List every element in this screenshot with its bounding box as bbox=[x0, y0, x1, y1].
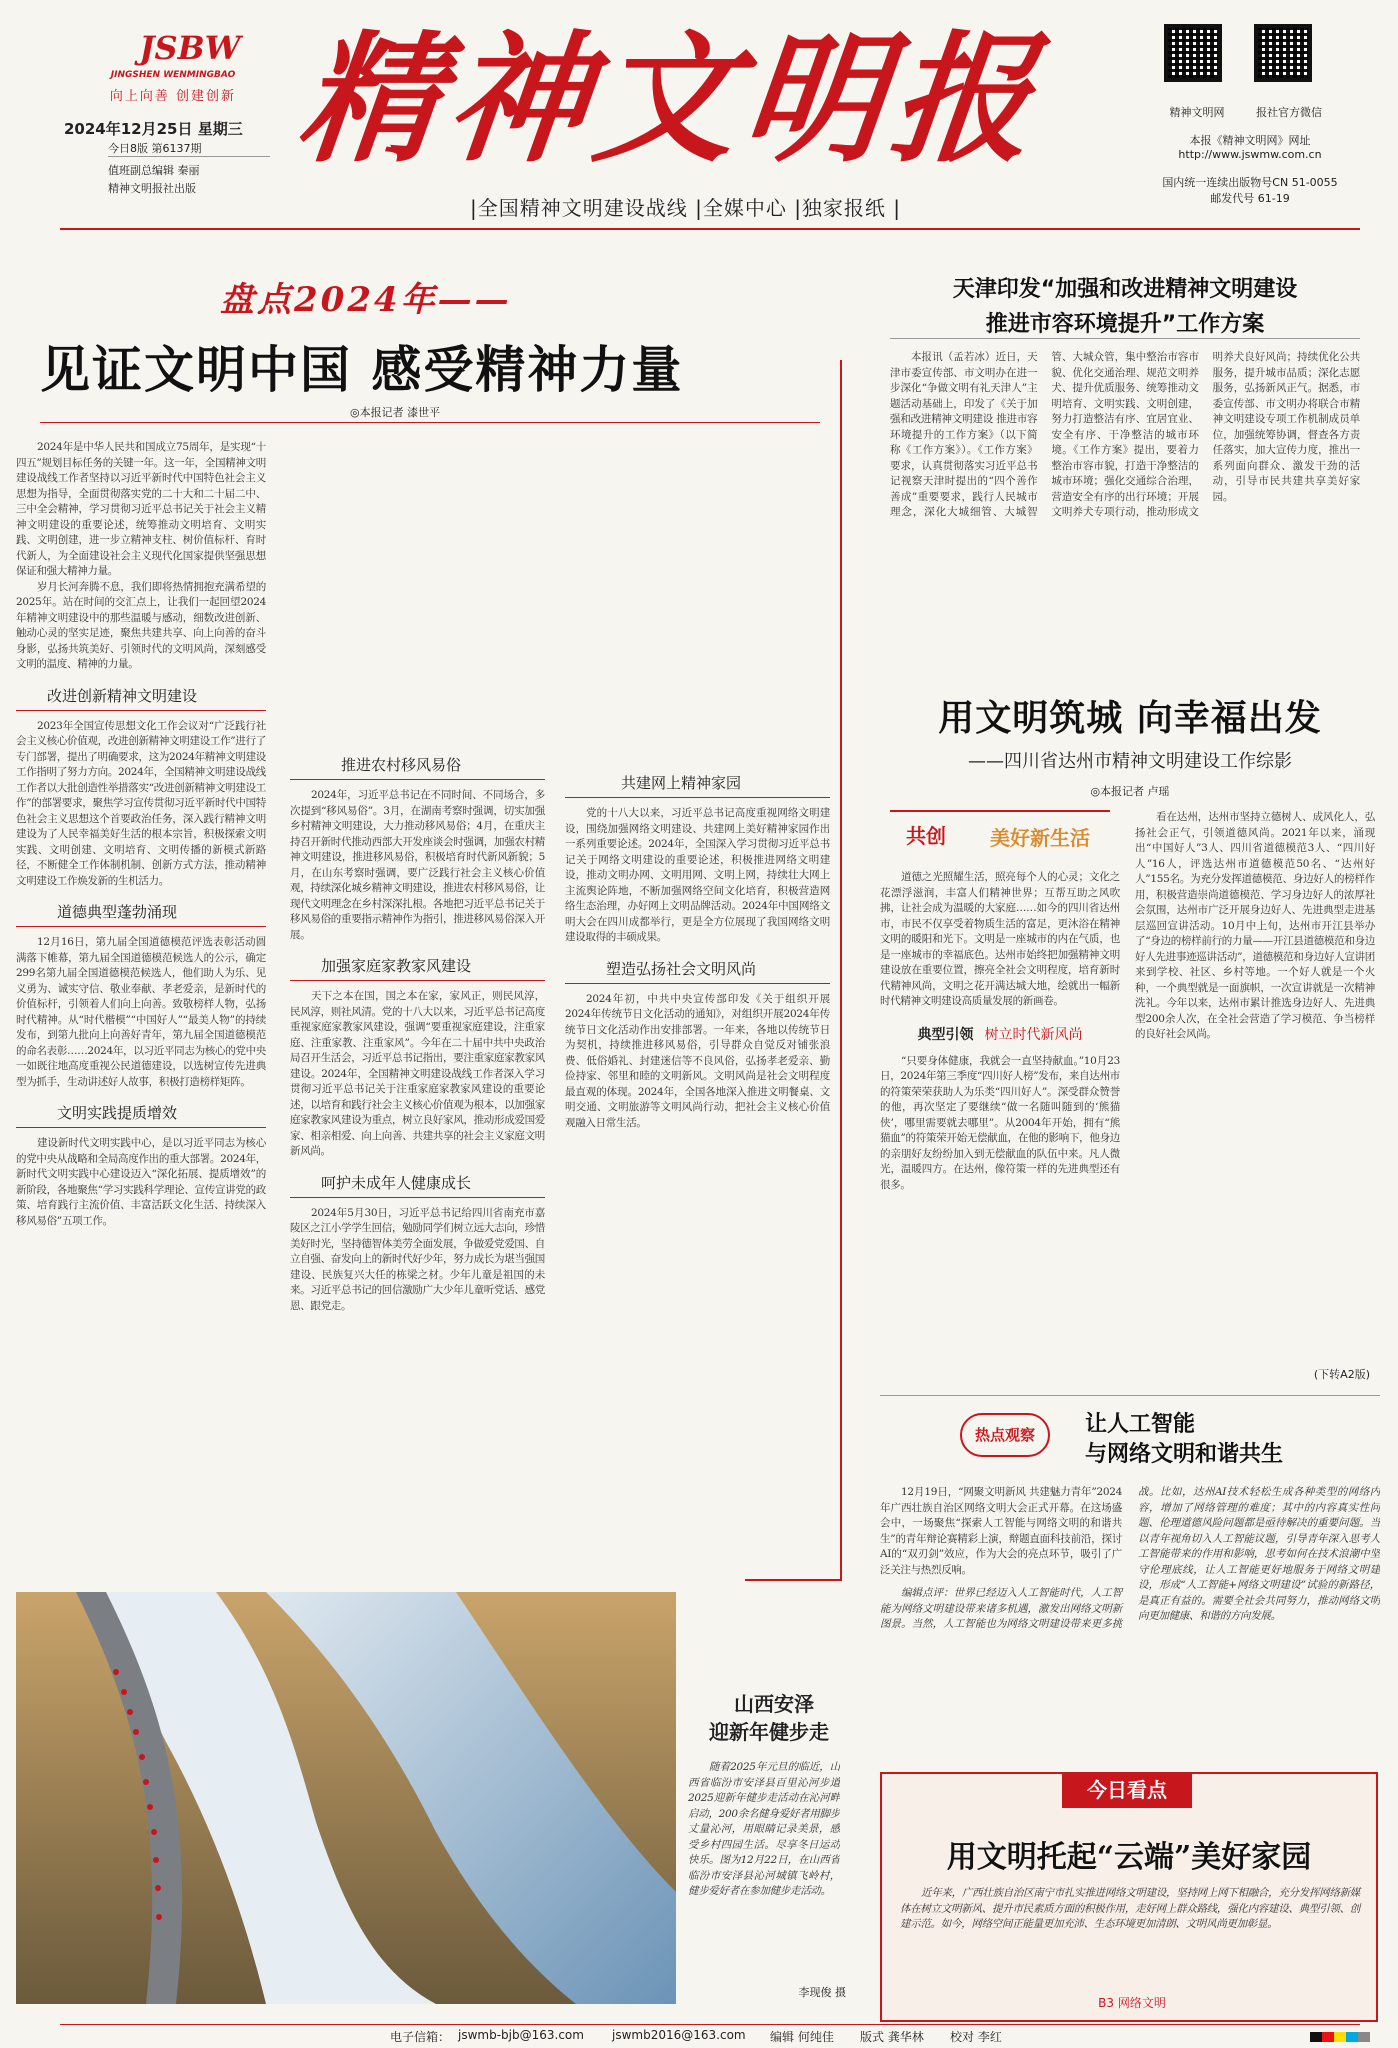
dazhou-quote-head: 典型引领 bbox=[917, 1026, 974, 1043]
section-text-innovation: 2023年全国宣传思想文化工作会议对“广泛践行社会主义核心价值观，改进创新精神文明建设工作”进行了专门部署，提出了明确要求，这为2024年精神文明建设工作指明了努力方向。2024年，全国精神文明建设战线工作者以大批创造性举措落实“改进创新精神文明建设工作”的部署要求，聚焦学习宣传贯彻习近平新时代中国特色社会主义思想这个首要政治任务，深入践行精神文明建设为了人民幸福美好生活的根本宗旨，积极探索文明实践、文明创建、文明培育、文明传播的新模式新路径，不断健全工作体制机制、创新方式方法，推动精神文明建设工作焕发新的生机活力。 bbox=[16, 719, 266, 887]
section-text-family: 天下之本在国，国之本在家，家风正，则民风淳，民风淳，则社风清。党的十八大以来，习近平总书记高度重视家庭家教家风建设，强调“要重视家庭建设，注重家庭、注重家教、注重家风”。今年在二十届中共中央政治局召开生活会，习近平总书记指出，要注重家庭家教家风建设。2024年，全国精神文明建设战线工作者深入学习贯彻习近平总书记关于注重家庭家教家风建设的重要论述，以培育和践行社会主义核心价值观为根本，以加强家庭家教家风建设为重点，树立良好家风，推动形成爱国爱家、相亲相爱、向上向善、共建共享的社会主义家庭文明新风尚。 bbox=[290, 990, 545, 1157]
lead-headline: 见证文明中国 感受精神力量 bbox=[40, 341, 684, 399]
lead-kicker: 盘点2024年—— bbox=[220, 280, 512, 320]
lead-column-1 bbox=[16, 440, 266, 1570]
logo-pinyin: JINGSHEN WENMINGBAO bbox=[110, 70, 236, 80]
today-badge bbox=[1062, 1772, 1192, 1808]
dazhou-badge bbox=[890, 810, 1110, 858]
dazhou-text-1: 道德之光照耀生活，照亮每个人的心灵；文化之花漂浮滋润，丰富人们精神世界；互帮互助之风吹拂，让社会成为温暖的大家庭……如今的四川省达州市，市民不仅享受着物质生活的富足，更沐浴在精神文明的暖阳和光下。文明是一座城市的内在气质，也是一座城市的幸福底色。达州市始终把加强精神文明建设放在重要位置，擦亮全社会文明程度，培育新时代精神风尚，文明之花开满达城大地，绘就出一幅新时代精神文明建设高质量发展的新画卷。 bbox=[880, 871, 1120, 1007]
dazhou-col-1 bbox=[880, 870, 1120, 1370]
footer bbox=[0, 2028, 1398, 2046]
qr-website-icon bbox=[1164, 24, 1222, 82]
photo-story bbox=[16, 1592, 846, 2004]
lead-intro: 2024年是中华人民共和国成立75周年，是实现“十四五”规划目标任务的关键一年。这一年，全国精神文明建设战线工作者坚持以习近平新时代中国特色社会主义思想为指导，全面贯彻落实党的二十大和二十届二中、三中全会精神，学习贯彻习近平总书记关于社会主义精神文明建设的重要论述，统筹推动文明培育、文明实践、文明创建，进一步立精神支柱、树价值标杆、育时代新人，为全面建设社会主义现代化国家提供坚强思想保证和强大精神力量。 bbox=[16, 441, 266, 577]
ai-headline-2: 与网络文明和谐共生 bbox=[1085, 1442, 1284, 1467]
ai-headline-1: 让人工智能 bbox=[1085, 1412, 1196, 1437]
footer-editor: 编辑 何纯佳 bbox=[770, 2030, 834, 2044]
duty-editor: 值班副总编辑 秦丽 bbox=[108, 164, 200, 177]
today-page-ref[interactable]: B3 网络文明 bbox=[1098, 1996, 1166, 2010]
ai-text-1: 12月19日，“网聚文明新风 共建魅力青年”2024年广西壮族自治区网络文明大会正式开幕。在这场盛会中，一场聚焦“探索人工智能与网络文明的和谐共生”的青年辩论赛精彩上演，辩题直面科技前沿，探讨AI的“双刃剑”效应，作为大会的亮点环节，吸引了广泛关注与热烈反响。 bbox=[880, 1486, 1122, 1576]
footer-layout: 版式 龚华林 bbox=[860, 2030, 924, 2044]
newspaper-title: 精神文明报 bbox=[291, 18, 1049, 182]
section-head-family: 加强家庭家教家风建设 bbox=[290, 953, 545, 981]
today-headline: 用文明托起“云端”美好家园 bbox=[946, 1840, 1312, 1875]
ai-body bbox=[880, 1485, 1380, 1760]
lead-column-2 bbox=[290, 440, 545, 1570]
lead-column-3 bbox=[565, 440, 830, 1570]
ai-badge-text: 热点观察 bbox=[974, 1426, 1035, 1444]
ai-editor-note: 编辑点评：世界已经迈入人工智能时代，人工智能为网络文明建设带来诸多机遇，激发出网络文明新图景。当然，人工智能也为网络文明建设带来更多挑战。比如，达州AI技术轻松生成各种类型的网络内容，增加了网络管理的难度；其中的内容真实性问题、伦理道德风险问题都是亟待解决的重要问题。当以青年视角切入人工智能议题，引导青年深入思考人工智能带来的作用和影响，思考如何在技术浪潮中坚守伦理底线，让人工智能更好地服务于网络文明建设，形成“人工智能+网络文明建设”试验的新路径，是真正有益的。需要全社会共同努力，推动网络文明向更加健康、和谐的方向发展。 bbox=[880, 1486, 1380, 1630]
dazhou-badge-2: 美好新生活 bbox=[990, 826, 1090, 850]
footer-email-1[interactable]: jswmb-bjb@163.com bbox=[458, 2028, 584, 2042]
issue-number: 今日8版 第6137期 bbox=[108, 142, 202, 155]
tagline: |全国精神文明建设战线 |全媒中心 |独家报纸 | bbox=[470, 196, 902, 220]
section-text-online: 党的十八大以来，习近平总书记高度重视网络文明建设，围绕加强网络文明建设、共建网上美好精神家园作出一系列重要论述。2024年，全国深入学习贯彻习近平总书记关于网络文明建设的重要论述，积极推进网络文明建设，推动文明办网、文明用网、文明上网，持续壮大网上主流舆论阵地，不断加强网络空间文化培育，积极营造网络生态治理，办好网上文明品牌活动。2024年中国网络文明大会在四川成都举行，更是全方位展现了我国网络文明建设取得的丰硕成果。 bbox=[565, 807, 830, 943]
ai-badge bbox=[960, 1413, 1050, 1457]
tianjin-article bbox=[880, 272, 1370, 672]
section-text-customs-trend: 2024年初，中共中央宣传部印发《关于组织开展2024年传统节日文化活动的通知》，对组织开展2024年传统节日文化活动作出安排部署。一年来，各地以传统节日为契机，持续推进移风易俗，引导群众自觉反对铺张浪费、低俗婚礼、封建迷信等不良风俗，弘扬孝老爱亲、勤俭持家、邻里和睦的文明新风。文明风尚是社会文明程度最直观的体现。2024年，全国各地深入推进文明餐桌、文明交通、文明旅游等文明风尚行动，把社会主义核心价值观融入日常生活。 bbox=[565, 992, 830, 1129]
cn-number: 国内统一连续出版物号CN 51-0055 bbox=[1162, 176, 1338, 189]
photo-caption: 随着2025年元旦的临近，山西省临汾市安泽县百里沁河步道2025迎新年健步走活动在沁河畔启动，200余名健身爱好者用脚步丈量沁河，用眼睛记录美景，感受乡村四园生活。尽享冬日运动快乐。图为12月22日，在山西省临汾市安泽县沁河城镇飞岭村，健步爱好者在参加健步走活动。 bbox=[688, 1761, 840, 1897]
postal-code: 邮发代号 61-19 bbox=[1210, 192, 1290, 205]
qr-website-label: 精神文明网 bbox=[1169, 106, 1225, 119]
issue-date: 2024年12月25日 星期三 bbox=[64, 120, 243, 138]
section-head-customs-trend: 塑造弘扬社会文明风尚 bbox=[565, 956, 830, 984]
website-link[interactable]: http://www.jswmw.com.cn bbox=[1178, 148, 1322, 161]
tianjin-text: 本报讯（孟若冰）近日，天津市委宣传部、市文明办在进一步深化“争做文明有礼天津人”主题活动基础上，印发了《关于加强和改进精神文明建设 推进市容环境提升的工作方案》（以下简称《工作方案》）。《工作方案》要求，认真贯彻落实习近平总书记视察天津时提出的“四个善作善成”重要要求，践行人民城市理念，深化大城细管、大城智管、大城众管，集中整治市容市貌、优化交通治理、规范文明养犬、提升优质服务、统筹推动文明培育、文明实践、文明创建，努力打造整洁有序、宜居宜业、安全有序、干净整洁的城市环境。《工作方案》提出，要着力整治市容市貌，打造干净整洁的城市环境；强化交通综合治理，营造安全有序的出行环境；开展文明养犬专项行动，推动形成文明养犬良好风尚；持续优化公共服务，提升城市品质；深化志愿服务，弘扬新风正气。据悉，市委宣传部、市文明办将联合市精神文明建设专项工作机制成员单位，加强统筹协调，督查各方责任落实，加大宣传力度，推出一系列面向群众、激发干劲的活动，引导市民共建共享美好家园。 bbox=[890, 351, 1360, 518]
photo-walk-image bbox=[16, 1592, 676, 2004]
logo-text: JSBW bbox=[139, 29, 241, 67]
tianjin-headline-2: 推进市容环境提升”工作方案 bbox=[985, 312, 1265, 337]
today-badge-text: 今日看点 bbox=[1087, 1778, 1167, 1802]
footer-email-2[interactable]: jswmb2016@163.com bbox=[612, 2028, 746, 2042]
logo bbox=[120, 30, 260, 70]
section-head-innovation: 改进创新精神文明建设 bbox=[16, 683, 266, 711]
dazhou-continued: (下转A2版) bbox=[1313, 1368, 1370, 1381]
section-head-online: 共建网上精神家园 bbox=[565, 770, 830, 798]
today-box bbox=[880, 1772, 1378, 2022]
photo-title-1: 山西安泽 bbox=[734, 1692, 814, 1716]
section-head-practice: 文明实践提质增效 bbox=[16, 1100, 266, 1128]
section-text-practice: 建设新时代文明实践中心，是以习近平同志为核心的党中央从战略和全局高度作出的重大部署。2024年，新时代文明实践中心建设迈入“深化拓展、提质增效”的新阶段，各地聚焦“学习实践科学理论、宣传宣讲党的政策、培育践行主流价值、丰富活跃文化生活、持续深入移风易俗”五项工作。 bbox=[16, 1137, 266, 1227]
footer-email-label: 电子信箱： bbox=[390, 2030, 451, 2044]
photo-title-2: 迎新年健步走 bbox=[709, 1720, 829, 1744]
dazhou-byline: ◎本报记者 卢瑶 bbox=[1090, 785, 1170, 798]
section-text-youth: 2024年5月30日，习近平总书记给四川省南充市嘉陵区之江小学学生回信，勉励同学们树立远大志向，珍惜美好时光，坚持德智体美劳全面发展，争做爱党爱国、自立自强、奋发向上的新时代好少年，努力成长为堪当强国建设、民族复兴大任的栋梁之材。少年儿童是祖国的未来。习近平总书记的回信激励广大少年儿童听党话、感党恩、跟党走。 bbox=[290, 1206, 545, 1312]
dazhou-quote-head-2: 树立时代新风尚 bbox=[984, 1026, 1083, 1043]
dazhou-col-2 bbox=[1135, 810, 1375, 1355]
section-head-models: 道德典型蓬勃涌现 bbox=[16, 899, 266, 927]
website-label: 本报《精神文明网》网址 bbox=[1189, 134, 1311, 147]
dazhou-badge-1: 共创 bbox=[906, 824, 946, 848]
color-registration-bar bbox=[1310, 2032, 1370, 2042]
dazhou-headline: 用文明筑城 向幸福出发 bbox=[938, 698, 1322, 739]
qr-wechat-label: 报社官方微信 bbox=[1256, 106, 1322, 119]
footer-proof: 校对 李红 bbox=[950, 2030, 1002, 2044]
lead-byline: ◎本报记者 漆世平 bbox=[350, 406, 441, 419]
today-text: 近年来，广西壮族自治区南宁市扎实推进网络文明建设，坚持网上网下相融合，充分发挥网络新媒体在树立文明新风、提升市民素质方面的积极作用，走好网上群众路线，强化内容建设、典型引领、创建示范。如今，网络空间正能量更加充沛、生态环境更加清朗、文明风尚更加彰显。 bbox=[900, 1887, 1360, 1930]
dazhou-text-3: 看在达州，达州市坚持立德树人、成风化人，弘扬社会正气，引领道德风尚。2021年以来，涌现出“中国好人”3人、四川省道德模范3人、“四川好人”16人，评选达州市道德模范50名、“达州好人”155名。为充分发挥道德模范、身边好人的榜样作用，积极营造崇尚道德模范、学习身边好人的浓厚社会氛围，达州市广泛开展身边好人、先进典型走进基层巡回宣讲活动。10月中上旬，达州市开江县举办了“身边的榜样前行的力量——开江县道德模范和身边好人先进事迹巡讲活动”，道德模范和身边好人宣讲团来到学校、社区、乡村等地。一个好人就是一个火种，一个典型就是一面旗帜，一次宣讲就是一次精神洗礼。今年以来，达州市累计推选身边好人、先进典型200余人次，在全社会营造了学习模范、争当榜样的良好社会风尚。 bbox=[1135, 811, 1375, 1040]
tianjin-headline-1: 天津印发“加强和改进精神文明建设 bbox=[952, 277, 1298, 302]
photo-credit: 李现俊 摄 bbox=[798, 1986, 846, 1999]
dazhou-subhead: ——四川省达州市精神文明建设工作综影 bbox=[968, 751, 1292, 772]
section-head-youth: 呵护未成年人健康成长 bbox=[290, 1170, 545, 1198]
section-text-models: 12月16日，第九届全国道德模范评选表彰活动圆满落下帷幕，第九届全国道德模范候选人的公示，确定299名第九届全国道德模范候选人，他们助人为乐、见义勇为、诚实守信、敬业奉献、孝老爱亲，是新时代的价值标杆，引领着人们向上向善。致敬榜样人物，弘扬时代精神。从“时代楷模”“中国好人”“最美人物”的持续发布，到第九批向上向善好青年，第九届全国道德模范的命名表彰……2024年，以习近平同志为核心的党中央一如既往地高度重视公民道德建设，以选树宣传先进典型为抓手，生动讲述好人故事，积极打造榜样矩阵。 bbox=[16, 936, 266, 1088]
section-text-customs: 2024年，习近平总书记在不同时间、不同场合，多次提到“移风易俗”。3月，在湖南考察时强调，切实加强乡村精神文明建设，大力推动移风易俗；4月，在重庆主持召开新时代推动西部大开发座谈会时强调，加强农村精神文明建设，推进移风易俗，积极培育时代新风新貌；5月，在山东考察时强调，要广泛践行社会主义核心价值观，持续深化城乡精神文明建设，推进农村移风易俗，让现代文明理念在乡村深深扎根。各地把习近平总书记关于移风易俗的重要指示精神作为指引，推进移风易俗深入开展。 bbox=[290, 789, 545, 941]
qr-wechat-icon bbox=[1254, 24, 1312, 82]
publisher: 精神文明报社出版 bbox=[108, 182, 196, 195]
dazhou-article bbox=[880, 690, 1380, 1390]
section-head-customs: 推进农村移风易俗 bbox=[290, 752, 545, 780]
ai-article bbox=[880, 1395, 1380, 1765]
dazhou-text-2: “只要身体健康，我就会一直坚持献血。”10月23日，2024年第三季度“四川好人榜”发布，来自达州市的符策荣荣获助人为乐类“四川好人”。深受群众赞誉的他，再次坚定了要继续“做一名随叫随到的‘熊猫侠’，哪里需要就去哪里”。从2004年开始，拥有“熊猫血”的符策荣开始无偿献血，在他的影响下，他身边的亲朋好友纷纷加入到无偿献血的队伍中来。凡人微光，温暖四方。在达州，像符策一样的先进典型还有很多。 bbox=[880, 1054, 1120, 1191]
lead-intro-2: 岁月长河奔腾不息，我们即将热情拥抱充满希望的2025年。站在时间的交汇点上，让我们一起回望2024年精神文明建设中的那些温暖与感动，细数改进创新、触动心灵的坚实足迹，聚焦共建共享、向上向善的奋斗身影，弘扬共筑美好、引领时代的文明风尚，深刻感受文明的温度、精神的力量。 bbox=[16, 580, 266, 670]
slogan: 向上向善 创建创新 bbox=[109, 89, 237, 104]
masthead bbox=[0, 0, 1398, 250]
